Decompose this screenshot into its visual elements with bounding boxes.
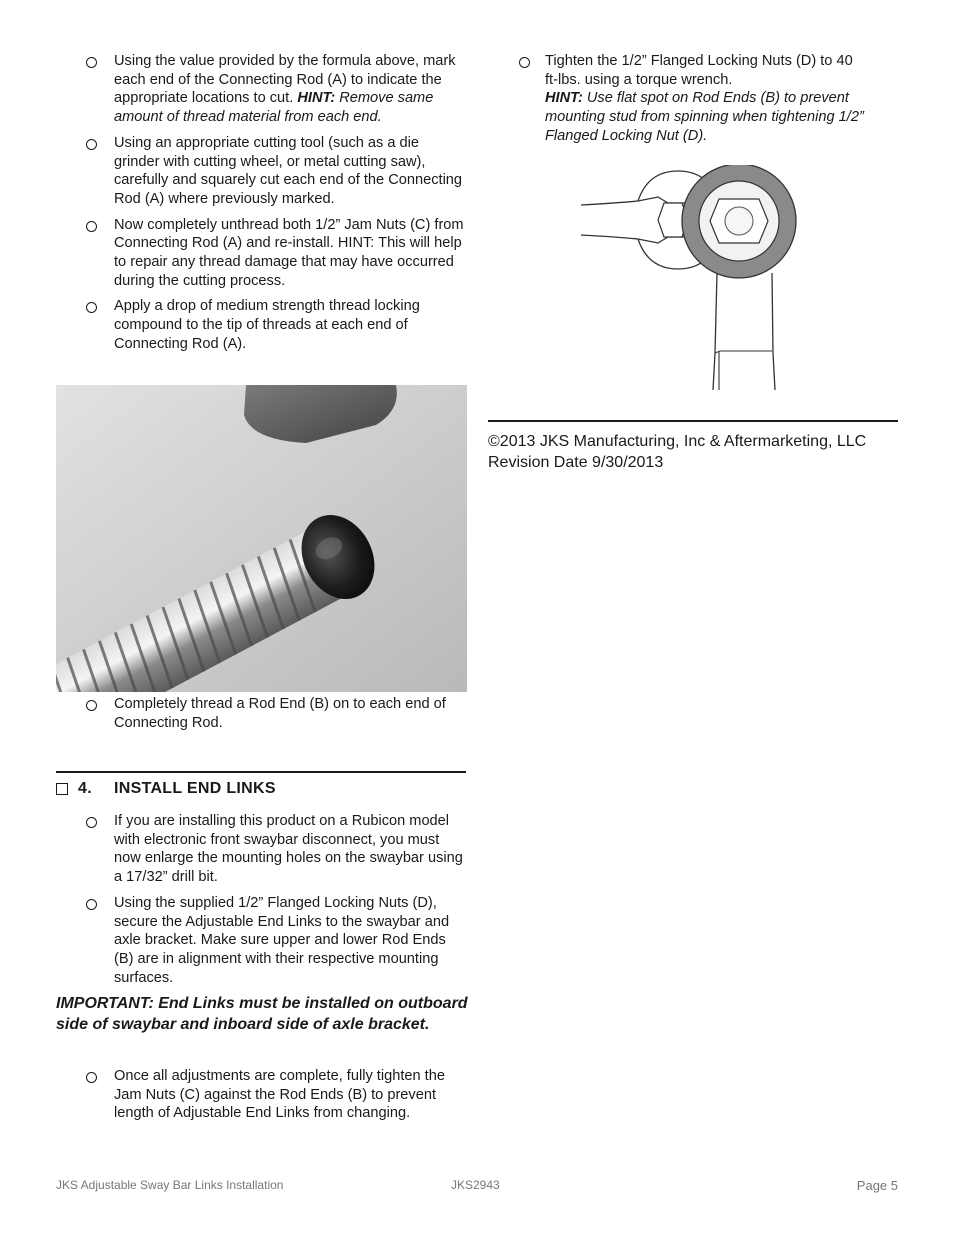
circle-bullet-icon — [86, 700, 97, 711]
copyright-block — [488, 431, 908, 473]
circle-bullet-icon — [86, 817, 97, 828]
bullet-text: Apply a drop of medium strength thread locking compound to the tip of threads at each end of Connecting Rod (A). — [114, 298, 420, 352]
list-item — [56, 1067, 468, 1123]
circle-bullet-icon — [86, 57, 97, 68]
circle-bullet-icon — [86, 1072, 97, 1083]
bullet-text: Now completely unthread both 1/2” Jam Nuts (C) from Connecting Rod (A) and re-install. HINT: This will help to repair any thread damage that may have occurred during the cutting process. — [114, 216, 464, 289]
list-item — [56, 216, 468, 291]
circle-bullet-icon — [86, 221, 97, 232]
bullet-text: If you are installing this product on a Rubicon model with electronic front swaybar disconnect, you must now enlarge the mounting holes on the swaybar using a 17/32” drill bit. — [114, 813, 463, 886]
list-item — [56, 52, 468, 127]
circle-bullet-icon — [86, 139, 97, 150]
bullet-text-line-2: ft-lbs. using a torque wrench. — [545, 71, 733, 88]
checkbox-icon — [56, 783, 68, 795]
section-divider — [56, 771, 466, 773]
circle-bullet-icon — [519, 57, 530, 68]
list-item — [56, 894, 468, 988]
final-bullet-block — [56, 1067, 468, 1130]
section-heading — [56, 780, 276, 798]
footer-page-number: Page 5 — [856, 1178, 898, 1193]
list-item — [488, 52, 898, 146]
list-item — [56, 297, 468, 353]
bullet-text: Completely thread a Rod End (B) on to each end of Connecting Rod. — [114, 696, 446, 731]
copyright-divider — [488, 420, 898, 422]
wrench-illustration — [578, 165, 803, 390]
section-bullets — [56, 812, 468, 994]
hint-text: Remove same amount of thread material from each end. — [114, 90, 434, 126]
bullet-text: Using an appropriate cutting tool (such as a die grinder with cutting wheel, or metal cutting saw), carefully and squarely cut each end of the Connecting Rod (A) where previously marked. — [114, 134, 463, 207]
section-title: INSTALL END LINKS — [114, 780, 276, 797]
right-column — [488, 52, 898, 153]
bullet-text: Using the value provided by the formula above, mark each end of the Connecting Rod (A) to indicate the appropriate locations to cut. — [114, 53, 456, 107]
hint-text: Use flat spot on Rod Ends (B) to prevent mounting stud from spinning when tightening 1/2” Flanged Locking Nut (D). — [545, 90, 864, 144]
revision-date: Revision Date 9/30/2013 — [488, 454, 664, 471]
copyright-text: ©2013 JKS Manufacturing, Inc & Aftermarketing, LLC — [488, 433, 867, 450]
bullet-text: Once all adjustments are complete, fully tighten the Jam Nuts (C) against the Rod Ends (B) to prevent length of Adjustable End Links from changing. — [114, 1068, 445, 1122]
left-column-after-photo — [56, 695, 468, 739]
hint-label: HINT: — [297, 90, 336, 107]
footer-doc-title: JKS Adjustable Sway Bar Links Installation — [56, 1178, 284, 1192]
bullet-text-line-1: Tighten the 1/2” Flanged Locking Nuts (D) to 40 — [545, 53, 853, 69]
list-item — [56, 695, 468, 732]
circle-bullet-icon — [86, 899, 97, 910]
left-column-top — [56, 52, 468, 361]
list-item — [56, 812, 468, 887]
bullet-text: Using the supplied 1/2” Flanged Locking Nuts (D), secure the Adjustable End Links to the swaybar and axle bracket. Make sure upper and lower Rod Ends (B) are in alignment with their respective mounting surfaces. — [114, 894, 450, 986]
circle-bullet-icon — [86, 302, 97, 313]
important-note: IMPORTANT: End Links must be installed on outboard side of swaybar and inboard side of axle bracket. — [56, 995, 468, 1033]
list-item — [56, 134, 468, 209]
threaded-rod-photo — [56, 385, 467, 692]
section-number: 4. — [78, 780, 92, 797]
hint-label: HINT: — [545, 90, 583, 107]
footer-part-number: JKS2943 — [451, 1178, 500, 1192]
